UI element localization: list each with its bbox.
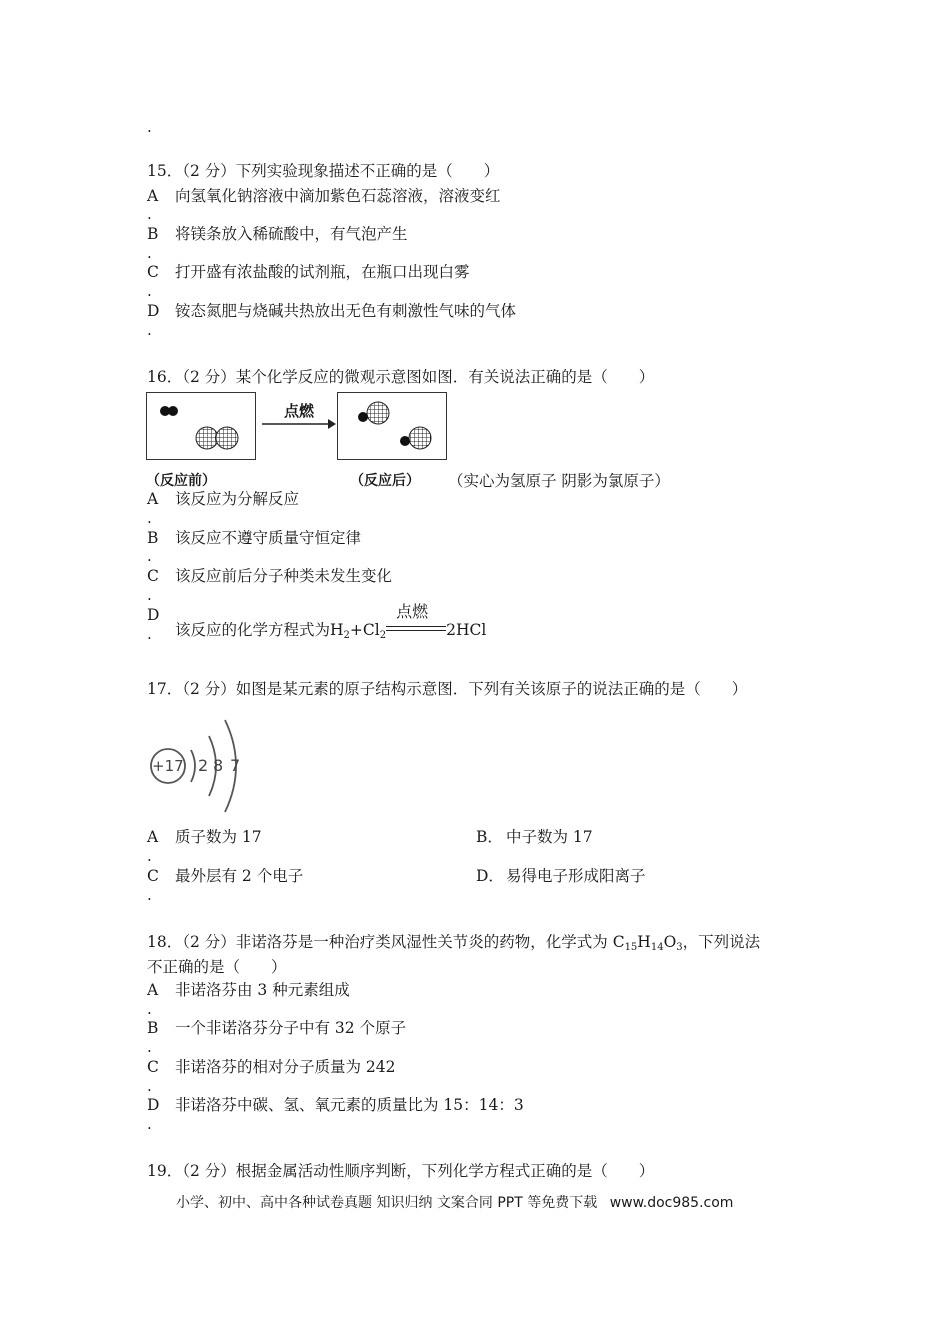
q18-option-c-text: 非诺洛芬的相对分子质量为 242 (175, 1058, 396, 1076)
q16-option-d-text (175, 602, 487, 641)
q18-option-a-letter: A (147, 981, 159, 999)
equals-line-top (386, 626, 446, 627)
sep-dot: . (147, 321, 152, 339)
sep-dot: . (147, 282, 152, 300)
equation-product: 2HCl (446, 621, 487, 639)
q16-option-c-letter: C (147, 567, 159, 585)
sep-dot: . (147, 244, 152, 262)
arrow-label: 点燃 (284, 402, 315, 420)
sep-dot: . (147, 509, 152, 527)
formula-sub: 14 (650, 942, 664, 953)
nucleus-charge: +17 (152, 757, 184, 775)
q17-option-c-text: 最外层有 2 个电子 (175, 867, 304, 885)
q15-option-a-letter: A (147, 187, 159, 205)
equation-prefix: 该反应的化学方程式为 (175, 621, 331, 639)
q17-option-a-text: 质子数为 17 (175, 828, 262, 846)
sep-dot: . (147, 1038, 152, 1056)
after-caption: （反应后） (350, 473, 420, 489)
sep-dot: . (147, 1077, 152, 1095)
equals-line-bottom (386, 630, 446, 631)
hydrogen-atom (358, 412, 368, 422)
q15-option-d-text: 铵态氮肥与烧碱共热放出无色有刺激性气味的气体 (175, 302, 517, 320)
hydrogen-atom (168, 406, 178, 416)
q16-option-c-text: 该反应前后分子种类未发生变化 (175, 567, 393, 585)
q15-option-a-text: 向氢氧化钠溶液中滴加紫色石蕊溶液，溶液变红 (175, 187, 501, 205)
equation-sub: 2 (343, 630, 350, 641)
after-molecules (338, 393, 446, 459)
q16-option-a-letter: A (147, 490, 159, 508)
before-molecules (147, 393, 255, 459)
sep-dot: . (147, 547, 152, 565)
chlorine-atom (367, 402, 389, 424)
q18-option-d-letter: D (147, 1096, 160, 1114)
q15-option-c-letter: C (147, 263, 159, 281)
equation-plus-cl: +Cl (349, 621, 380, 639)
q17-option-b-text: 中子数为 17 (506, 828, 593, 846)
q17-stem: 17．（2 分）如图是某元素的原子结构示意图．下列有关该原子的说法正确的是（ ） (147, 680, 748, 698)
q18-stem-a: 18．（2 分）非诺洛芬是一种治疗类风湿性关节炎的药物，化学式为 C (147, 933, 625, 951)
q15-option-b-text: 将镁条放入稀硫酸中，有气泡产生 (175, 225, 408, 243)
before-box (146, 392, 256, 460)
q16-option-a-text: 该反应为分解反应 (175, 490, 300, 508)
chlorine-atom (196, 427, 218, 449)
q15-stem: 15．（2 分）下列实验现象描述不正确的是（ ） (147, 162, 500, 180)
formula-o: O (663, 933, 677, 951)
q15-option-d-letter: D (147, 302, 160, 320)
footer (176, 1192, 733, 1212)
q17-option-d-letter: D． (476, 867, 504, 885)
q17-option-c-letter: C (147, 867, 159, 885)
sep-dot: . (147, 886, 152, 904)
reaction-arrow-icon (262, 418, 336, 430)
shell-2-count: 8 (213, 756, 224, 775)
q18-stem-line2: 不正确的是（ ） (147, 958, 287, 976)
stray-dot: . (147, 118, 152, 136)
q16-option-b-text: 该反应不遵守质量守恒定律 (175, 529, 362, 547)
q16-stem: 16．（2 分）某个化学反应的微观示意图如图．有关说法正确的是（ ） (147, 368, 655, 386)
footer-text: 小学、初中、高中各种试卷真题 知识归纳 文案合同 PPT 等免费下载 (176, 1195, 598, 1211)
legend-text: （实心为氢原子 阴影为氯原子） (448, 472, 670, 490)
footer-url[interactable]: www.doc985.com (609, 1195, 734, 1211)
q17-option-d-text: 易得电子形成阳离子 (506, 867, 646, 885)
q18-option-a-text: 非诺洛芬由 3 种元素组成 (175, 981, 350, 999)
shell-arc (191, 750, 195, 782)
q16-option-b-letter: B (147, 529, 159, 547)
q15-option-b-letter: B (147, 225, 159, 243)
formula-h: H (637, 933, 651, 951)
q17-option-b-letter: B． (476, 828, 503, 846)
q17-option-a-letter: A (147, 828, 159, 846)
q18-stem-line1 (147, 932, 760, 952)
q18-option-b-text: 一个非诺洛芬分子中有 32 个原子 (175, 1019, 407, 1037)
q18-option-b-letter: B (147, 1019, 159, 1037)
formula-sub: 3 (676, 942, 683, 953)
equation-h: H (330, 621, 344, 639)
before-caption: （反应前） (146, 473, 216, 489)
chlorine-atom (409, 427, 431, 449)
shell-1-count: 2 (198, 756, 209, 775)
chlorine-atom (216, 427, 238, 449)
equation-sub: 2 (379, 630, 387, 641)
equation-condition: 点燃 (396, 602, 429, 621)
sep-dot: . (147, 205, 152, 223)
formula-sub: 15 (624, 942, 638, 953)
q15-option-c-text: 打开盛有浓盐酸的试剂瓶，在瓶口出现白雾 (175, 263, 470, 281)
q18-stem-b: ，下列说法 (682, 933, 761, 951)
shell-3-count: 7 (230, 756, 241, 775)
equation-arrow (386, 602, 446, 640)
sep-dot: . (147, 1000, 152, 1018)
q18-option-c-letter: C (147, 1058, 159, 1076)
q19-stem: 19．（2 分）根据金属活动性顺序判断，下列化学方程式正确的是（ ） (147, 1162, 655, 1180)
sep-dot: . (147, 586, 152, 604)
hydrogen-atom (400, 436, 410, 446)
sep-dot: . (147, 847, 152, 865)
sep-dot: . (147, 625, 152, 643)
q16-option-d-letter: D (147, 606, 160, 624)
q18-option-d-text: 非诺洛芬中碳、氢、氧元素的质量比为 15：14：3 (175, 1096, 524, 1114)
after-box (337, 392, 447, 460)
sep-dot: . (147, 1115, 152, 1133)
